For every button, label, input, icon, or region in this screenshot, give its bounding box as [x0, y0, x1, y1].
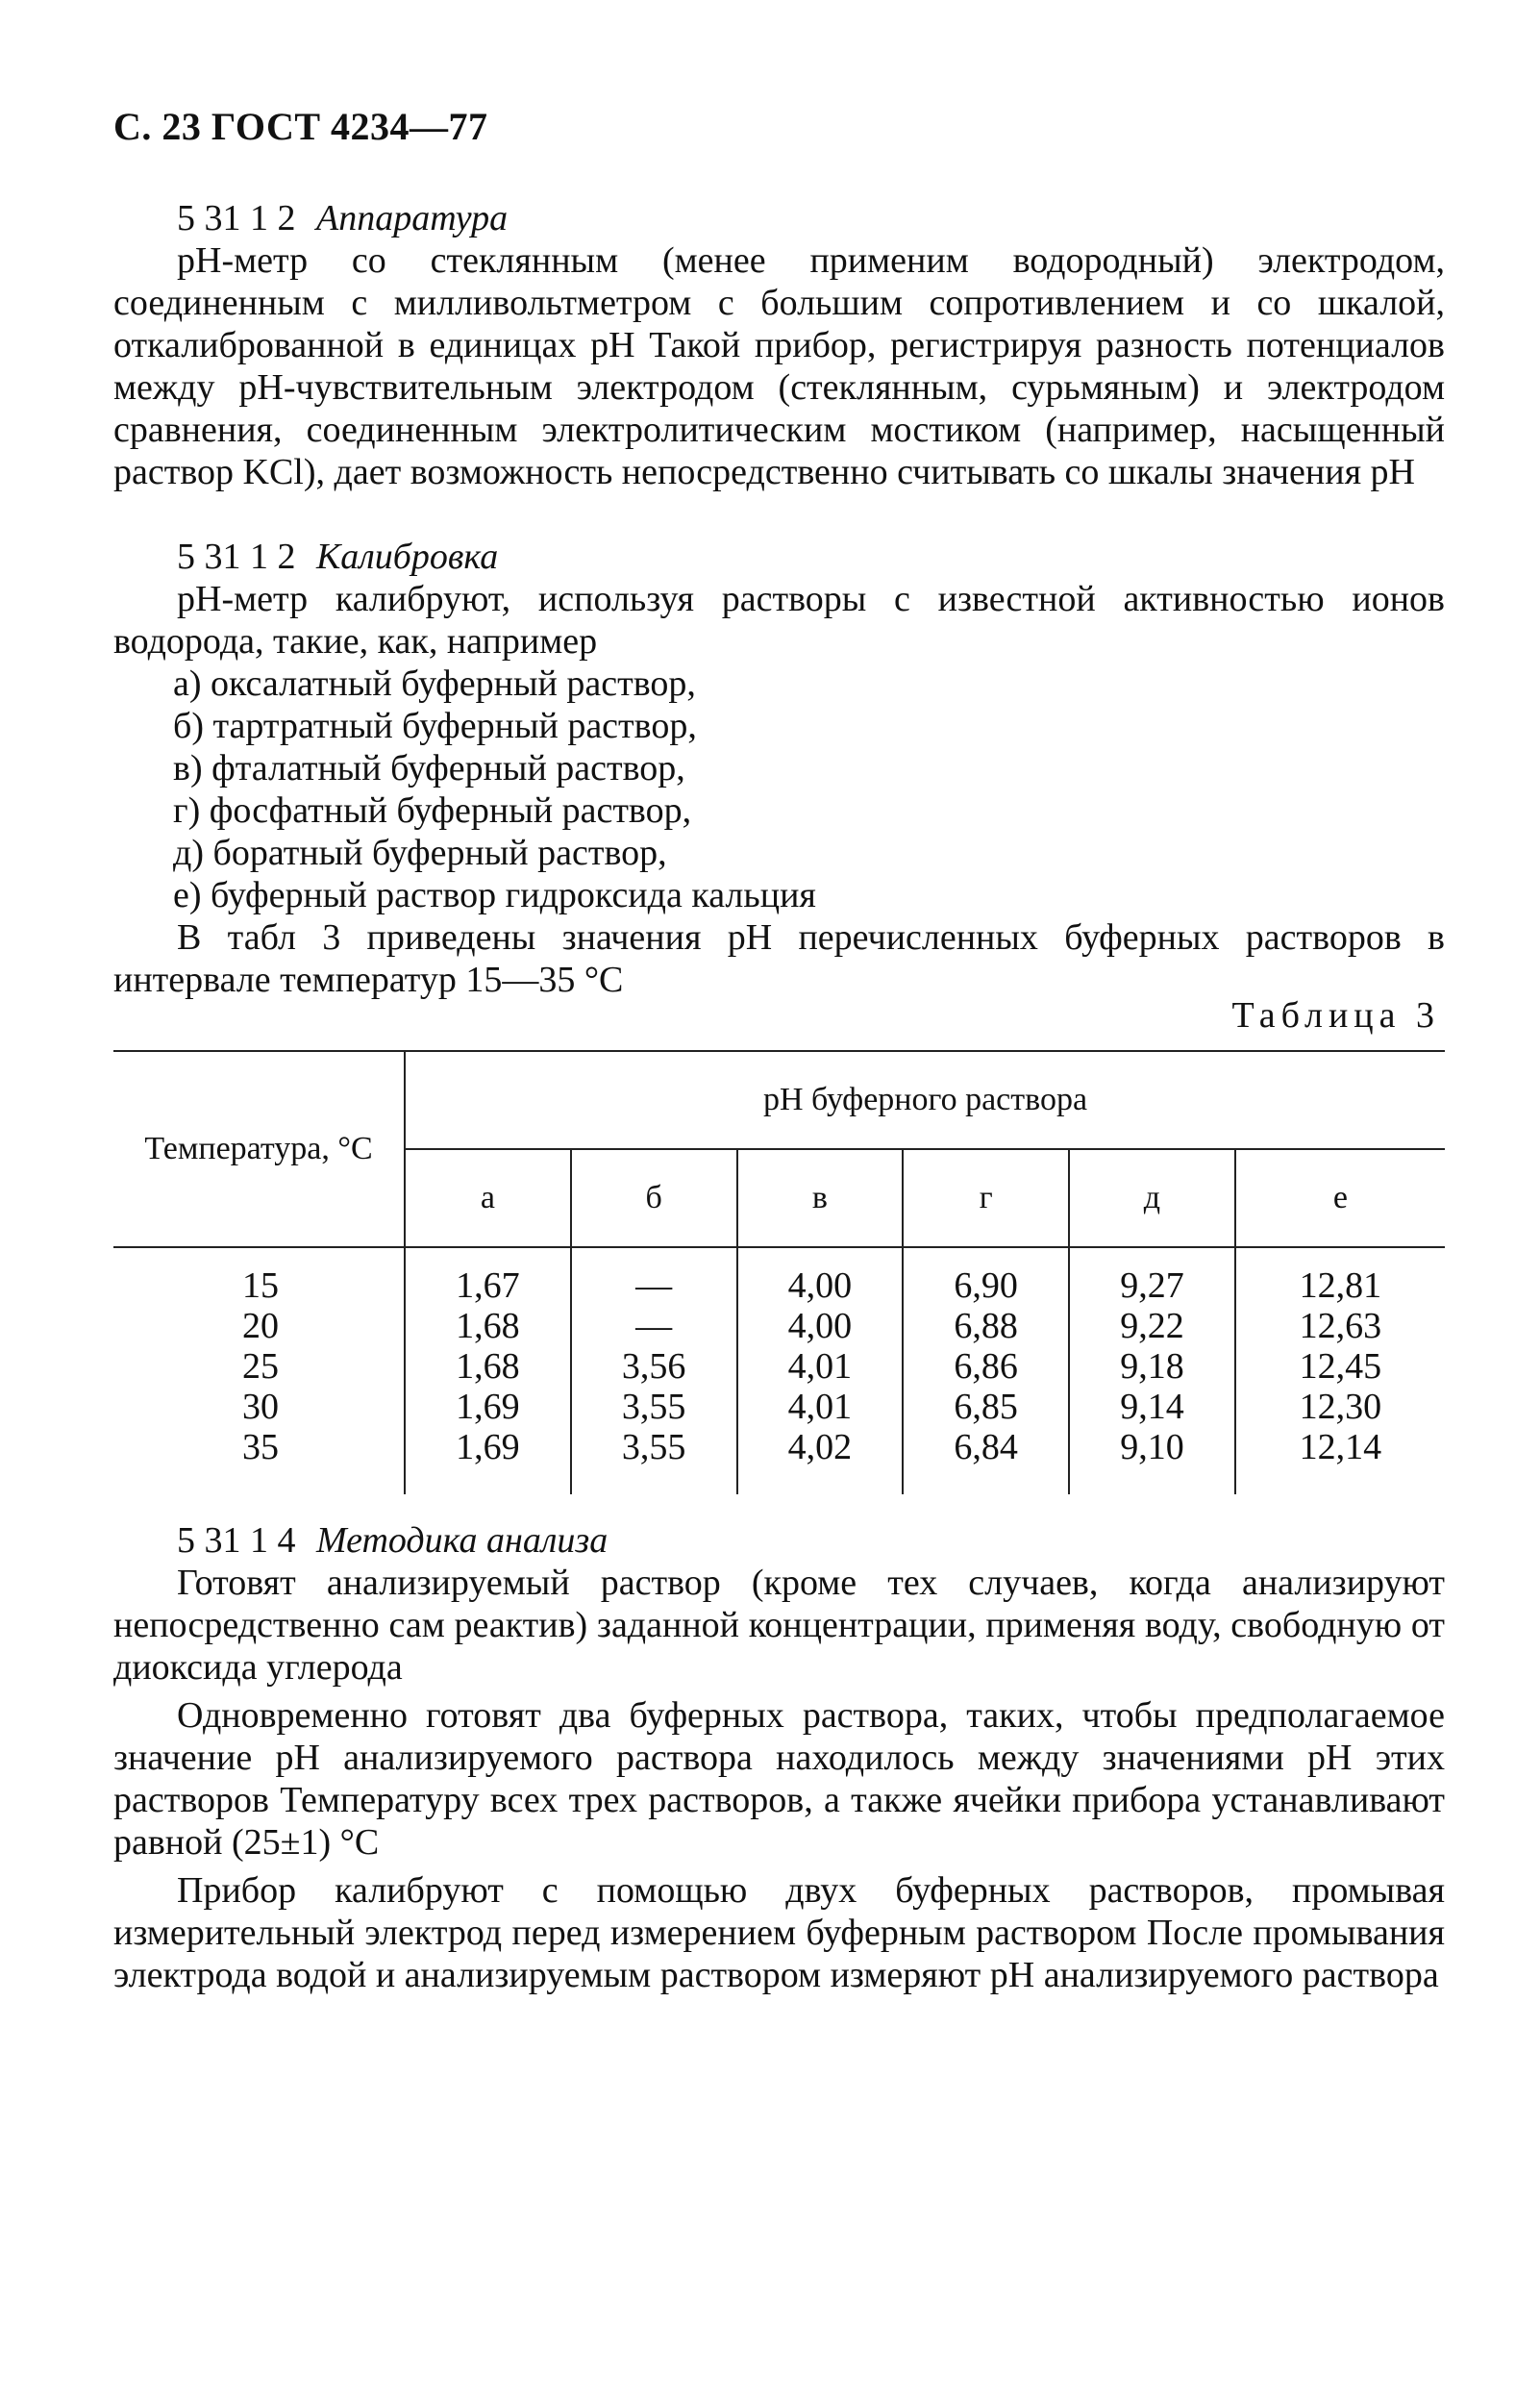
table-row — [113, 1387, 1445, 1427]
section-apparatus — [113, 197, 1445, 493]
section-number: 5 31 1 4 — [177, 1520, 296, 1561]
list-item: в) фталатный буферный раствор, — [173, 748, 685, 788]
section-heading-method — [113, 1519, 1445, 1562]
paragraph: Прибор калибруют с помощью двух буферных растворов, промывая измерительный электрод перед измерением буферным раствором После промывания электрода водой и анализируемым раствором измеряют рН анализируемого раствора — [113, 1870, 1445, 1995]
table-cell: 12,81 — [1235, 1247, 1445, 1306]
column-header: е — [1235, 1149, 1445, 1247]
section-heading-calibration — [113, 536, 1445, 578]
table-cell: 3,55 — [571, 1387, 737, 1427]
table-cell: 9,10 — [1069, 1427, 1235, 1494]
section-method — [113, 1519, 1445, 1996]
section-calibration — [113, 536, 1445, 1001]
table-cell: 3,56 — [571, 1346, 737, 1387]
table-cell: 12,45 — [1235, 1346, 1445, 1387]
paragraph: Готовят анализируемый раствор (кроме тех случаев, когда анализируют непосредственно сам реактив) заданной концентрации, применяя воду, свободную от диоксида углерода — [113, 1563, 1445, 1688]
table-cell: 4,00 — [737, 1247, 904, 1306]
list-item: а) оксалатный буферный раствор, — [173, 663, 696, 704]
paragraph: рН-метр калибруют, используя растворы с известной активностью ионов водорода, такие, как, например — [113, 579, 1445, 662]
table-cell: 12,14 — [1235, 1427, 1445, 1494]
table-row — [113, 1247, 1445, 1306]
table-cell: 1,68 — [405, 1306, 571, 1346]
list-item: г) фосфатный буферный раствор, — [173, 790, 692, 831]
section-number: 5 31 1 2 — [177, 537, 296, 577]
buffer-ph-table — [113, 1050, 1445, 1494]
section-title: Методика анализа — [316, 1520, 609, 1561]
list-item: б) тартратный буферный раствор, — [173, 706, 697, 746]
table-cell: 1,68 — [405, 1346, 571, 1387]
column-header: в — [737, 1149, 904, 1247]
section-heading-apparatus — [113, 197, 1445, 239]
column-header: а — [405, 1149, 571, 1247]
table-cell: 9,18 — [1069, 1346, 1235, 1387]
list-item: е) буферный раствор гидроксида кальция — [173, 875, 816, 915]
table-cell: 6,85 — [903, 1387, 1069, 1427]
table-cell: 6,90 — [903, 1247, 1069, 1306]
table-cell: 4,01 — [737, 1387, 904, 1427]
table-cell: 1,69 — [405, 1387, 571, 1427]
table-cell: 6,86 — [903, 1346, 1069, 1387]
table-cell: 9,14 — [1069, 1387, 1235, 1427]
table-cell: 1,67 — [405, 1247, 571, 1306]
table-cell: 6,84 — [903, 1427, 1069, 1494]
table-cell: 9,27 — [1069, 1247, 1235, 1306]
list-item: д) боратный буферный раствор, — [173, 833, 667, 873]
table-cell: 4,00 — [737, 1306, 904, 1346]
table-cell: 1,69 — [405, 1427, 571, 1494]
table-cell-temperature: 25 — [242, 1346, 279, 1387]
paragraph: В табл 3 приведены значения рН перечисленных буферных растворов в интервале температур 15—35 °С — [113, 917, 1445, 1000]
table-row — [113, 1346, 1445, 1387]
table-cell-temperature: 30 — [242, 1387, 279, 1427]
column-group-header: рН буферного раствора — [405, 1051, 1445, 1149]
column-header: б — [571, 1149, 737, 1247]
column-header: д — [1069, 1149, 1235, 1247]
table-cell: 4,01 — [737, 1346, 904, 1387]
table-cell: 6,88 — [903, 1306, 1069, 1346]
table-cell: 4,02 — [737, 1427, 904, 1494]
column-header: г — [903, 1149, 1069, 1247]
table-cell-temperature: 15 — [242, 1265, 279, 1306]
table-cell: — — [571, 1247, 737, 1306]
page-header: С. 23 ГОСТ 4234—77 — [113, 105, 488, 148]
table-cell-temperature: 20 — [242, 1306, 279, 1346]
paragraph: Одновременно готовят два буферных раствора, таких, чтобы предполагаемое значение рН анализируемого раствора находилось между значениями рН этих растворов Температуру всех трех растворов, а также ячейки прибора устанавливают равной (25±1) °С — [113, 1695, 1445, 1863]
table-cell: 3,55 — [571, 1427, 737, 1494]
section-title: Калибровка — [316, 537, 499, 577]
paragraph: рН-метр со стеклянным (менее применим водородный) электродом, соединенным с милливольтметром с большим сопротивлением и со шкалой, откалиброванной в единицах рН Такой прибор, регистрируя разность потенциалов между рН-чувствительным электродом (стеклянным, сурьмяным) и электродом сравнения, соединенным электролитическим мостиком (например, насыщенный раствор KCl), дает возможность непосредственно считывать со шкалы значения рН — [113, 240, 1445, 492]
table-cell: — — [571, 1306, 737, 1346]
section-number: 5 31 1 2 — [177, 198, 296, 238]
table-cell: 12,63 — [1235, 1306, 1445, 1346]
section-title: Аппаратура — [316, 198, 509, 238]
table-caption: Таблица 3 — [1231, 995, 1440, 1036]
table-cell-temperature: 35 — [242, 1427, 279, 1467]
table-row — [113, 1427, 1445, 1494]
column-header-temperature: Температура, °С — [113, 1051, 405, 1247]
table-cell: 9,22 — [1069, 1306, 1235, 1346]
table-cell: 12,30 — [1235, 1387, 1445, 1427]
table-row — [113, 1306, 1445, 1346]
